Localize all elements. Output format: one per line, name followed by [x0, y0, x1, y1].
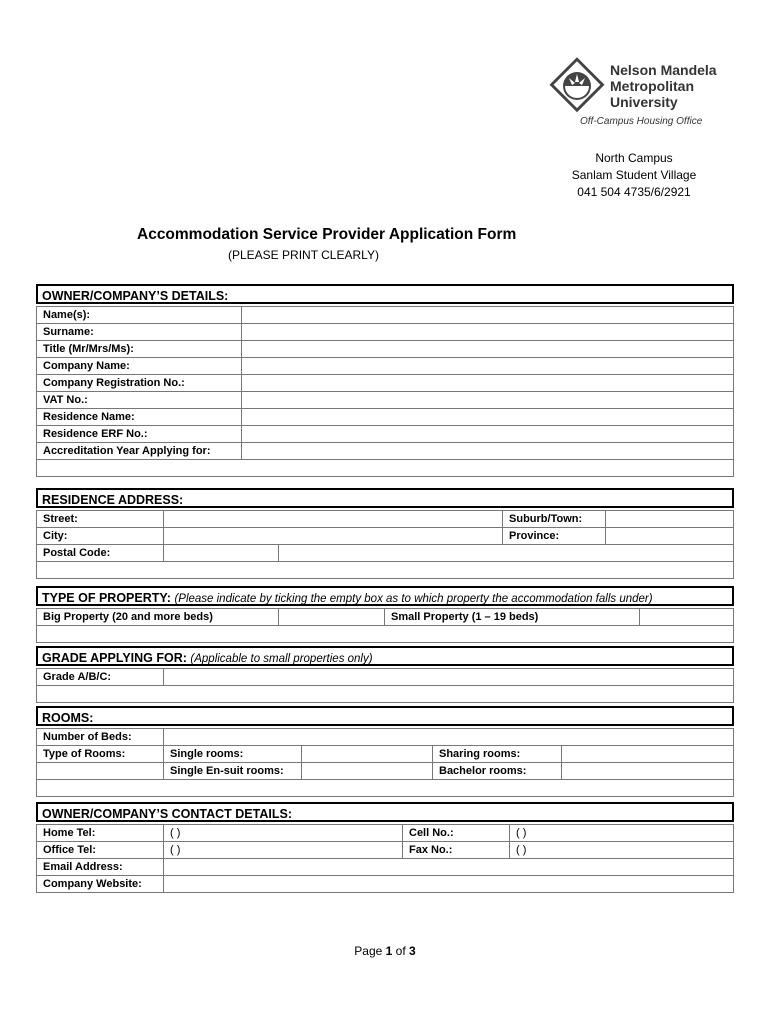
page-total: 3 [409, 944, 416, 958]
table-row [37, 409, 734, 426]
spacer-cell [37, 460, 734, 477]
table-row [37, 324, 734, 341]
table-row [37, 528, 734, 545]
bachelor-rooms-input[interactable] [562, 763, 734, 780]
table-row [37, 375, 734, 392]
sharing-rooms-input[interactable] [562, 746, 734, 763]
blank-cell [37, 763, 164, 780]
spacer-cell [37, 780, 734, 797]
table-row [37, 825, 734, 842]
big-property-checkbox[interactable] [279, 609, 385, 626]
form-subtitle: (PLEASE PRINT CLEARLY) [228, 248, 379, 262]
blank-cell [279, 545, 734, 562]
spacer-row [37, 626, 734, 643]
of-word: of [395, 944, 406, 958]
office-tel-input[interactable]: ( ) [164, 842, 403, 859]
spacer-cell [37, 562, 734, 579]
logo-line: Nelson Mandela [610, 62, 717, 78]
company-name-input[interactable] [242, 358, 734, 375]
field-label: Email Address: [37, 859, 164, 876]
spacer-cell [37, 626, 734, 643]
residence-name-input[interactable] [242, 409, 734, 426]
contact-line: 041 504 4735/6/2921 [577, 185, 691, 199]
company-reg-input[interactable] [242, 375, 734, 392]
field-label: Name(s): [37, 307, 242, 324]
suburb-input[interactable] [606, 511, 734, 528]
cell-input[interactable]: ( ) [510, 825, 734, 842]
rooms-table [36, 728, 734, 797]
contact-heading: OWNER/COMPANY’S CONTACT DETAILS: [36, 802, 734, 822]
city-input[interactable] [164, 528, 503, 545]
table-row [37, 307, 734, 324]
spacer-cell [37, 686, 734, 703]
field-label: Single rooms: [164, 746, 302, 763]
accreditation-year-input[interactable] [242, 443, 734, 460]
grade-heading [36, 646, 734, 666]
single-rooms-input[interactable] [302, 746, 433, 763]
page-number: 1 [385, 944, 393, 958]
grade-heading-label: GRADE APPLYING FOR: [42, 651, 187, 665]
contact-line: Sanlam Student Village [571, 168, 697, 182]
table-row [37, 426, 734, 443]
field-label: Province: [503, 528, 606, 545]
table-row [37, 876, 734, 893]
field-label: Bachelor rooms: [433, 763, 562, 780]
grade-table [36, 668, 734, 703]
table-row [37, 358, 734, 375]
address-heading: RESIDENCE ADDRESS: [36, 488, 734, 508]
field-label: Home Tel: [37, 825, 164, 842]
field-label: VAT No.: [37, 392, 242, 409]
table-row [37, 729, 734, 746]
contact-table [36, 824, 734, 893]
name-input[interactable] [242, 307, 734, 324]
spacer-row [37, 780, 734, 797]
property-note: (Please indicate by ticking the empty box as to which property the accommodation falls under) [174, 593, 653, 605]
owner-table [36, 306, 734, 477]
field-label: Small Property (1 – 19 beds) [385, 609, 640, 626]
logo-wordmark [610, 62, 717, 110]
logo-line: University [610, 94, 678, 110]
property-heading-label: TYPE OF PROPERTY: [42, 591, 171, 605]
email-input[interactable] [164, 859, 734, 876]
field-label: Big Property (20 and more beds) [37, 609, 279, 626]
fax-input[interactable]: ( ) [510, 842, 734, 859]
field-label: Street: [37, 511, 164, 528]
field-label: Postal Code: [37, 545, 164, 562]
office-name: Off-Campus Housing Office [580, 116, 703, 127]
spacer-row [37, 460, 734, 477]
page-word: Page [354, 944, 383, 958]
form-title: Accommodation Service Provider Application Form [137, 226, 517, 243]
logo-line: Metropolitan [610, 78, 694, 94]
rooms-heading: ROOMS: [36, 706, 734, 726]
campus-contact [560, 150, 708, 201]
page-footer [0, 944, 770, 958]
table-row [37, 511, 734, 528]
table-row [37, 545, 734, 562]
small-property-checkbox[interactable] [640, 609, 734, 626]
logo-emblem-icon [548, 56, 606, 116]
table-row [37, 746, 734, 763]
table-row [37, 443, 734, 460]
table-row [37, 392, 734, 409]
owner-heading: OWNER/COMPANY’S DETAILS: [36, 284, 734, 304]
field-label: Residence Name: [37, 409, 242, 426]
field-label: Company Website: [37, 876, 164, 893]
field-label: Surname: [37, 324, 242, 341]
surname-input[interactable] [242, 324, 734, 341]
spacer-row [37, 686, 734, 703]
field-label: Title (Mr/Mrs/Ms): [37, 341, 242, 358]
province-input[interactable] [606, 528, 734, 545]
field-label: Grade A/B/C: [37, 669, 164, 686]
property-table [36, 608, 734, 643]
field-label: Sharing rooms: [433, 746, 562, 763]
table-row [37, 669, 734, 686]
field-label: City: [37, 528, 164, 545]
grade-input[interactable] [164, 669, 734, 686]
field-label: Fax No.: [403, 842, 510, 859]
grade-note: (Applicable to small properties only) [190, 653, 373, 665]
field-label: Number of Beds: [37, 729, 164, 746]
table-row [37, 609, 734, 626]
home-tel-input[interactable]: ( ) [164, 825, 403, 842]
field-label: Company Name: [37, 358, 242, 375]
field-label: Office Tel: [37, 842, 164, 859]
table-row [37, 763, 734, 780]
field-label: Type of Rooms: [37, 746, 164, 763]
ensuite-rooms-input[interactable] [302, 763, 433, 780]
field-label: Accreditation Year Applying for: [37, 443, 242, 460]
table-row [37, 842, 734, 859]
erf-input[interactable] [242, 426, 734, 443]
field-label: Cell No.: [403, 825, 510, 842]
field-label: Company Registration No.: [37, 375, 242, 392]
field-label: Suburb/Town: [503, 511, 606, 528]
field-label: Single En-suit rooms: [164, 763, 302, 780]
property-heading [36, 586, 734, 606]
table-row [37, 859, 734, 876]
address-table [36, 510, 734, 579]
field-label: Residence ERF No.: [37, 426, 242, 443]
title-input[interactable] [242, 341, 734, 358]
street-input[interactable] [164, 511, 503, 528]
vat-input[interactable] [242, 392, 734, 409]
website-input[interactable] [164, 876, 734, 893]
contact-line: North Campus [595, 151, 673, 165]
table-row [37, 341, 734, 358]
postal-code-input[interactable] [164, 545, 279, 562]
spacer-row [37, 562, 734, 579]
beds-input[interactable] [164, 729, 734, 746]
